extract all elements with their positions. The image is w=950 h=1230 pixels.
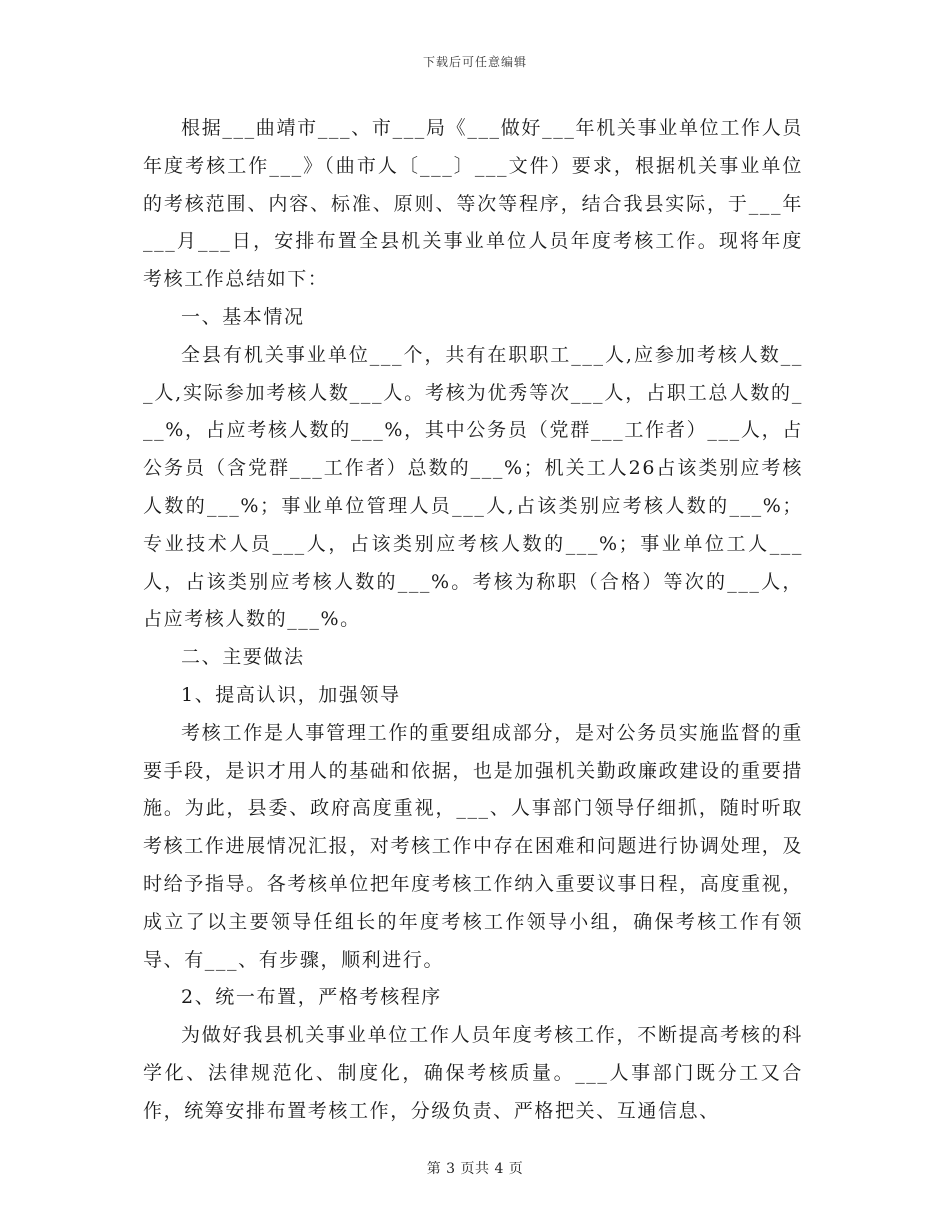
document-body bbox=[143, 110, 803, 1131]
heading-main-practices: 二、主要做法 bbox=[181, 646, 305, 669]
paragraph-intro: 根据___曲靖市___、市___局《___做好___年机关事业单位工作人员年度考核工作___》（曲市人〔___〕___文件）要求，根据机关事业单位的考核范围、内容、标准、原则、等次等程序，结合我县实际，于___年___月___日，安排布置全县机关事业单位人员年度考核工作。现将年度考核工作总结如下： bbox=[143, 117, 803, 291]
page-number: 第 3 页共 4 页 bbox=[426, 1161, 524, 1177]
header-note: 下载后可任意编辑 bbox=[422, 55, 527, 69]
subheading-procedure: 2、统一布置，严格考核程序 bbox=[181, 986, 442, 1009]
paragraph-statistics: 全县有机关事业单位___个，共有在职职工___人,应参加考核人数___人,实际参加考核人数___人。考核为优秀等次___人，占职工总人数的___%，占应考核人数的___%，其中公务员（党群___工作者）___人，占公务员（含党群___工作者）总数的___%；机关工人26占该类别应考核人数的___%；事业单位管理人员___人,占该类别应考核人数的___%；专业技术人员___人，占该类别应考核人数的___%；事业单位工人___人，占该类别应考核人数的___%。考核为称职（合格）等次的___人，占应考核人数的___%。 bbox=[143, 343, 803, 631]
subheading-leadership: 1、提高认识，加强领导 bbox=[181, 683, 401, 706]
heading-basic-situation: 一、基本情况 bbox=[181, 305, 305, 328]
paragraph-procedure: 为做好我县机关事业单位工作人员年度考核工作，不断提高考核的科学化、法律规范化、制度化，确保考核质量。___人事部门既分工又合作，统筹安排布置考核工作，分级负责、严格把关、互通信息、 bbox=[143, 1024, 803, 1122]
paragraph-leadership: 考核工作是人事管理工作的重要组成部分，是对公务员实施监督的重要手段，是识才用人的基础和依据，也是加强机关勤政廉政建设的重要措施。为此，县委、政府高度重视，___、人事部门领导仔细抓，随时听取考核工作进展情况汇报，对考核工作中存在困难和问题进行协调处理，及时给予指导。各考核单位把年度考核工作纳入重要议事日程，高度重视，成立了以主要领导任组长的年度考核工作领导小组，确保考核工作有领导、有___、有步骤，顺利进行。 bbox=[143, 721, 803, 971]
